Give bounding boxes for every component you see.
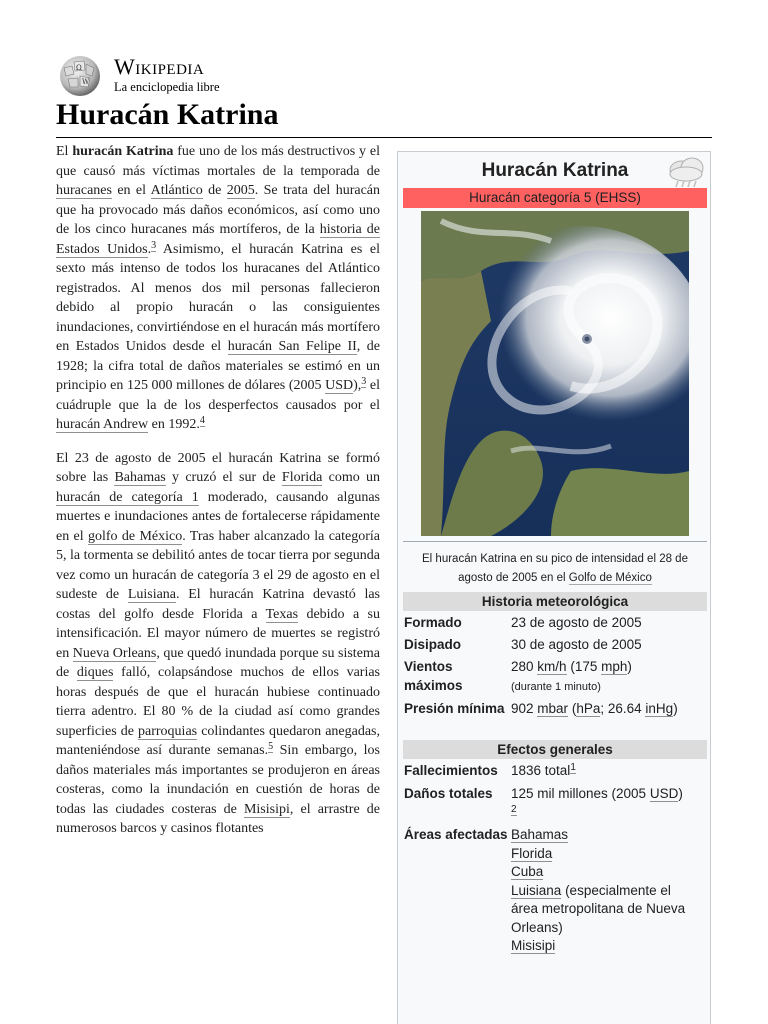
link-atlantico[interactable]: Atlántico — [150, 183, 203, 198]
wikipedia-wordmark[interactable] — [114, 55, 220, 94]
link-historia-estados-unidos[interactable]: historia de Estados Unidos — [56, 222, 380, 257]
ref-4[interactable]: 4 — [199, 415, 205, 426]
link-area-cuba[interactable]: Cuba — [511, 864, 544, 879]
link-area-florida[interactable]: Florida — [511, 845, 553, 861]
article-body — [56, 142, 380, 853]
section-efectos-generales: Efectos generales — [403, 740, 707, 759]
infobox-title: Huracán Katrina — [481, 160, 629, 181]
link-parroquias[interactable]: parroquias — [138, 723, 198, 739]
wikipedia-globe-icon[interactable] — [56, 54, 104, 98]
ref-1[interactable]: 1 — [570, 762, 576, 773]
infobox: Huracán Katrina Huracán categoría 5 (EHSS) El huracán Katrina en su pico de intensidad el 28 de agosto de 2005 en el Golfo de México Historia meteorológica Formado 23 de agosto de 2005 Disipado 30 de agosto de 2005 Vientos máximos 280 km/h (175 mph) (durante 1 minuto) Presión mínima 902 mbar (hPa; 26.64 inHg) Efectos generales Fallecimientos 1836 total$^1$ Daños totales 125 mil millones (2005 USD) $^2$ Áreas afectadas Bahamas Florida Cuba Luisiana (especialmente el área metropolitana de Nueva Orleans) Misisipi — [397, 151, 711, 1024]
link-luisiana[interactable]: Luisiana — [127, 587, 177, 602]
link-usd[interactable]: USD — [325, 378, 354, 393]
hurricane-category-badge[interactable]: Huracán categoría 5 (EHSS) — [403, 188, 707, 208]
link-huracan-andrew[interactable]: huracán Andrew — [56, 417, 149, 432]
link-area-bahamas[interactable]: Bahamas — [511, 827, 569, 842]
link-area-luisiana[interactable]: Luisiana — [511, 882, 562, 898]
link-misisipi[interactable]: Misisipi — [243, 801, 290, 817]
link-mbar[interactable]: mbar — [537, 701, 569, 716]
link-huracan-san-felipe[interactable]: huracán San Felipe II — [227, 339, 357, 354]
ref-2[interactable]: 2 — [511, 803, 517, 815]
link-usd-infobox[interactable]: USD — [649, 786, 679, 801]
ref-3[interactable]: 3 — [151, 239, 157, 251]
image-caption: El huracán Katrina en su pico de intensidad el 28 de agosto de 2005 en el Golfo de México — [422, 553, 688, 584]
svg-text:W: W — [82, 78, 90, 86]
link-mph[interactable]: mph — [601, 659, 628, 674]
link-hpa[interactable]: hPa — [576, 701, 601, 716]
link-huracan-categoria-1[interactable]: huracán de categoría 1 — [56, 489, 199, 505]
link-area-misisipi[interactable]: Misisipi — [511, 938, 556, 953]
article-paragraph-1: El huracán Katrina fue uno de los más destructivos y el que causó más víctimas mortales de la temporada de huracanes en el Atlántico de 2005. Se trata del huracán que ha provocado más daños económicos, así como uno de los cinco huracanes más mortíferos, de la historia de Estados Unidos.$^3$ Asimismo, el huracán Katrina es el sexto más intenso de todos los huracanes del Atlántico registrados. Al menos dos mil personas fallecieron debido al propio huracán o las consiguientes inundaciones, convirtiéndose en el huracán más mortífero en Estados Unidos desde el huracán San Felipe II, de 1928; la cifra total de daños materiales se estimó en un principio en 125 000 millones de dólares (2005 USD),$^3$ el cuádruple que la de los desperfectos causados por el huracán Andrew en 1992.$^4$ — [56, 144, 381, 432]
link-texas[interactable]: Texas — [265, 606, 299, 622]
link-inhg[interactable]: inHg — [645, 701, 674, 716]
link-bahamas[interactable]: Bahamas — [114, 470, 166, 485]
link-nueva-orleans[interactable]: Nueva Orleans — [72, 645, 157, 661]
link-2005[interactable]: 2005 — [226, 183, 255, 198]
site-name: Wikipedia — [114, 54, 205, 79]
site-tagline: La enciclopedia libre — [114, 80, 220, 94]
link-florida[interactable]: Florida — [281, 470, 323, 485]
link-golfo-de-mexico[interactable]: golfo de México — [88, 528, 183, 544]
storm-cloud-icon — [662, 154, 708, 190]
page-title: Huracán Katrina — [56, 98, 279, 131]
hurricane-satellite-image[interactable] — [421, 211, 689, 536]
ref-3b[interactable]: 3 — [361, 376, 367, 387]
section-historia-meteorologica: Historia meteorológica — [403, 592, 707, 611]
ref-5[interactable]: 5 — [268, 741, 274, 752]
link-huracanes[interactable]: huracanes — [56, 183, 112, 198]
caption-divider — [403, 541, 707, 542]
title-divider — [56, 137, 712, 138]
svg-text:Ω: Ω — [76, 64, 82, 72]
caption-link-golfo[interactable]: Golfo de México — [568, 572, 652, 584]
link-diques[interactable]: diques — [76, 665, 114, 680]
article-paragraph-2: El 23 de agosto de 2005 el huracán Katrina se formó sobre las Bahamas y cruzó el sur de Florida como un huracán de categoría 1 moderado, causando algunas muertes e inundaciones antes de fortalecerse rápidamente en el golfo de México. Tras haber alcanzado la categoría 5, la tormenta se debilitó antes de tocar tierra por segunda vez como un huracán de categoría 3 el 29 de agosto en el sudeste de Luisiana. El huracán Katrina devastó las costas del golfo desde Florida a Texas debido a su intensificación. El mayor número de muertes se registró en Nueva Orleans, que quedó inundada porque su sistema de diques falló, colapsándose muchos de ellos varias horas después de que el huracán hubiese continuado tierra adentro. El 80 % de la ciudad así como grandes superficies de parroquias colindantes quedaron anegadas, manteniéndose así durante semanas.$^5$ Sin embargo, los daños materiales más importantes se produjeron en áreas costeras, como la inundación en cuestión de horas de todas las ciudades costeras de Misisipi, el arrastre de numerosos barcos y casinos flotantes — [56, 450, 381, 836]
link-kmh[interactable]: km/h — [537, 659, 567, 674]
